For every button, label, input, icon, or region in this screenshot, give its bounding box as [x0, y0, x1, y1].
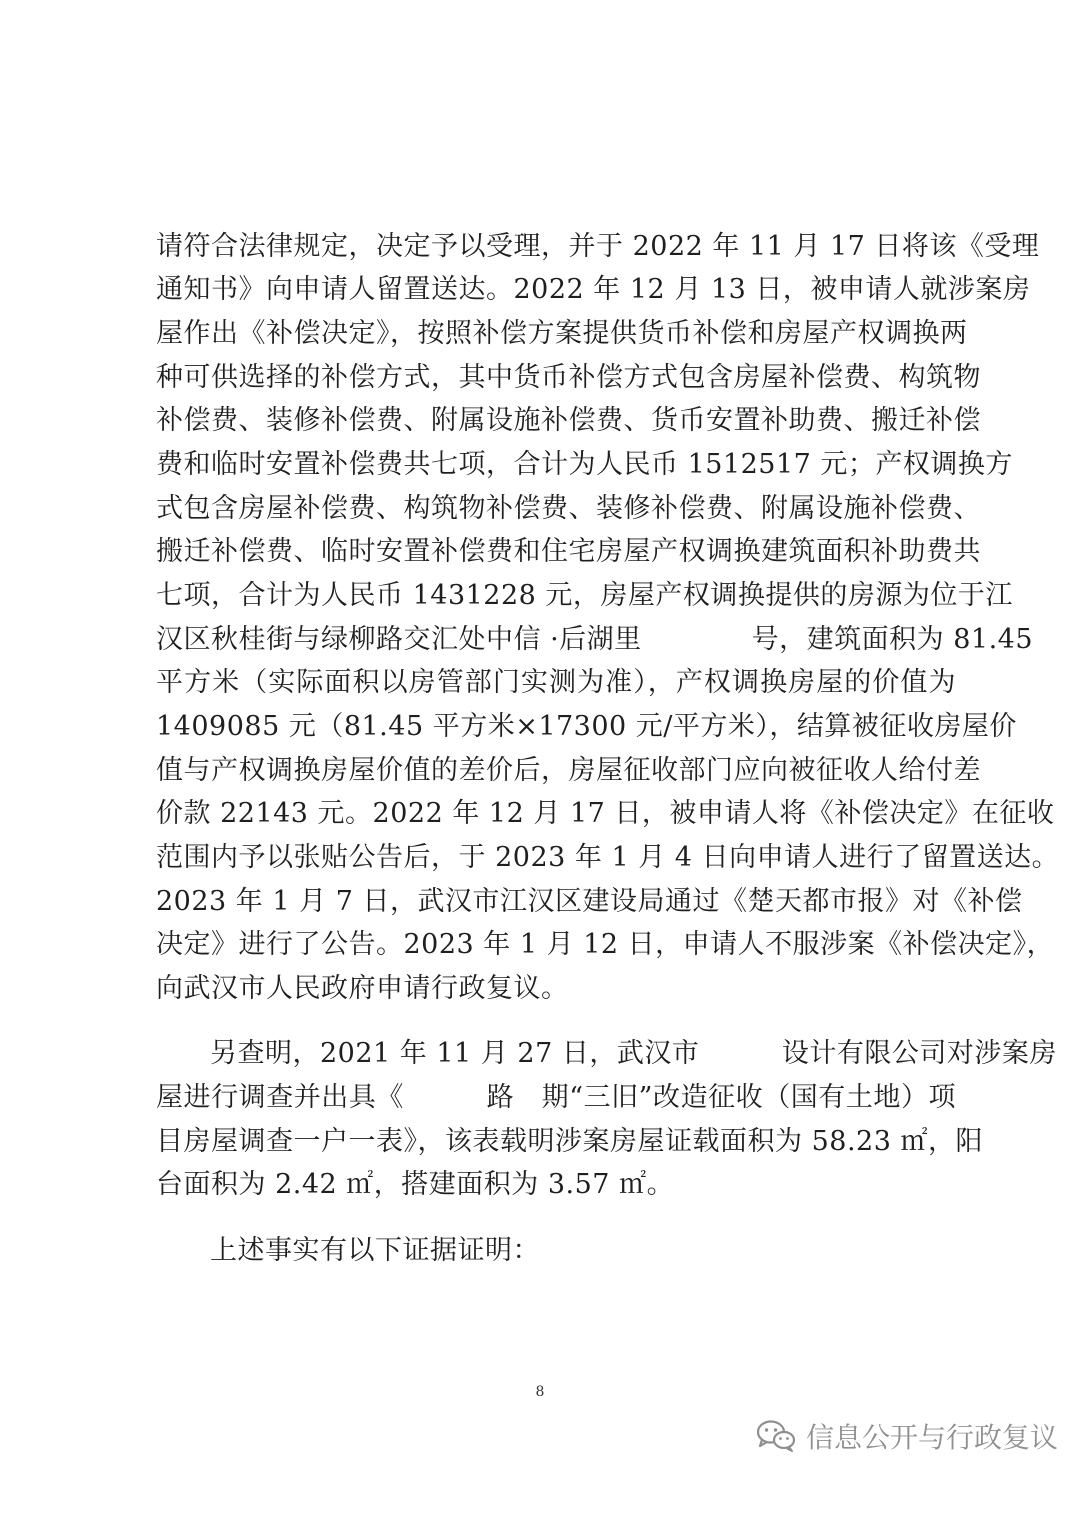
- body-line: 通知书》向申请人留置送达。2022 年 12 月 13 日，被申请人就涉案房: [156, 274, 1031, 305]
- body-line: 汉区秋桂街与绿柳路交汇处中信 ·后湖里 号，建筑面积为 81.45: [156, 624, 1034, 655]
- body-line: 上述事实有以下证据证明：: [210, 1235, 540, 1266]
- body-line: 七项，合计为人民币 1431228 元，房屋产权调换提供的房源为位于江: [156, 580, 1013, 611]
- body-line: 1409085 元（81.45 平方米×17300 元/平方米），结算被征收房屋价: [156, 711, 1017, 742]
- body-line: 另查明，2021 年 11 月 27 日，武汉市 设计有限公司对涉案房: [210, 1038, 1057, 1069]
- page-number: 8: [535, 1384, 545, 1400]
- body-line: 决定》进行了公告。2023 年 1 月 12 日，申请人不服涉案《补偿决定》，: [156, 929, 1055, 960]
- body-line: 价款 22143 元。2022 年 12 月 17 日，被申请人将《补偿决定》在征收: [156, 798, 1055, 829]
- body-line: 式包含房屋补偿费、构筑物补偿费、装修补偿费、附属设施补偿费、: [156, 493, 981, 524]
- body-line: 台面积为 2.42 ㎡，搭建面积为 3.57 ㎡。: [156, 1169, 675, 1200]
- body-line: 平方米（实际面积以房管部门实测为准），产权调换房屋的价值为: [156, 667, 956, 698]
- body-line: 屋进行调查并出具《 路 期“三旧”改造征收（国有土地）项: [156, 1082, 956, 1113]
- body-line: 费和临时安置补偿费共七项，合计为人民币 1512517 元；产权调换方: [156, 449, 1013, 480]
- body-line: 范围内予以张贴公告后，于 2023 年 1 月 4 日向申请人进行了留置送达。: [156, 842, 1060, 873]
- watermark-text: 信息公开与行政复议: [806, 1421, 1059, 1454]
- wechat-icon: [756, 1419, 796, 1453]
- body-line: 目房屋调查一户一表》，该表载明涉案房屋证载面积为 58.23 ㎡，阳: [156, 1126, 983, 1157]
- body-line: 屋作出《补偿决定》，按照补偿方案提供货币补偿和房屋产权调换两: [156, 318, 968, 349]
- body-line: 搬迁补偿费、临时安置补偿费和住宅房屋产权调换建筑面积补助费共: [156, 536, 981, 567]
- body-line: 请符合法律规定，决定予以受理，并于 2022 年 11 月 17 日将该《受理: [156, 231, 1040, 262]
- body-line: 补偿费、装修补偿费、附属设施补偿费、货币安置补助费、搬迁补偿: [156, 405, 981, 436]
- body-line: 种可供选择的补偿方式，其中货币补偿方式包含房屋补偿费、构筑物: [156, 362, 981, 393]
- body-line: 向武汉市人民政府申请行政复议。: [156, 973, 569, 1004]
- watermark: [756, 1416, 1058, 1456]
- body-line: 值与产权调换房屋价值的差价后，房屋征收部门应向被征收人给付差: [156, 755, 981, 786]
- body-line: 2023 年 1 月 7 日，武汉市江汉区建设局通过《楚天都市报》对《补偿: [156, 886, 1023, 917]
